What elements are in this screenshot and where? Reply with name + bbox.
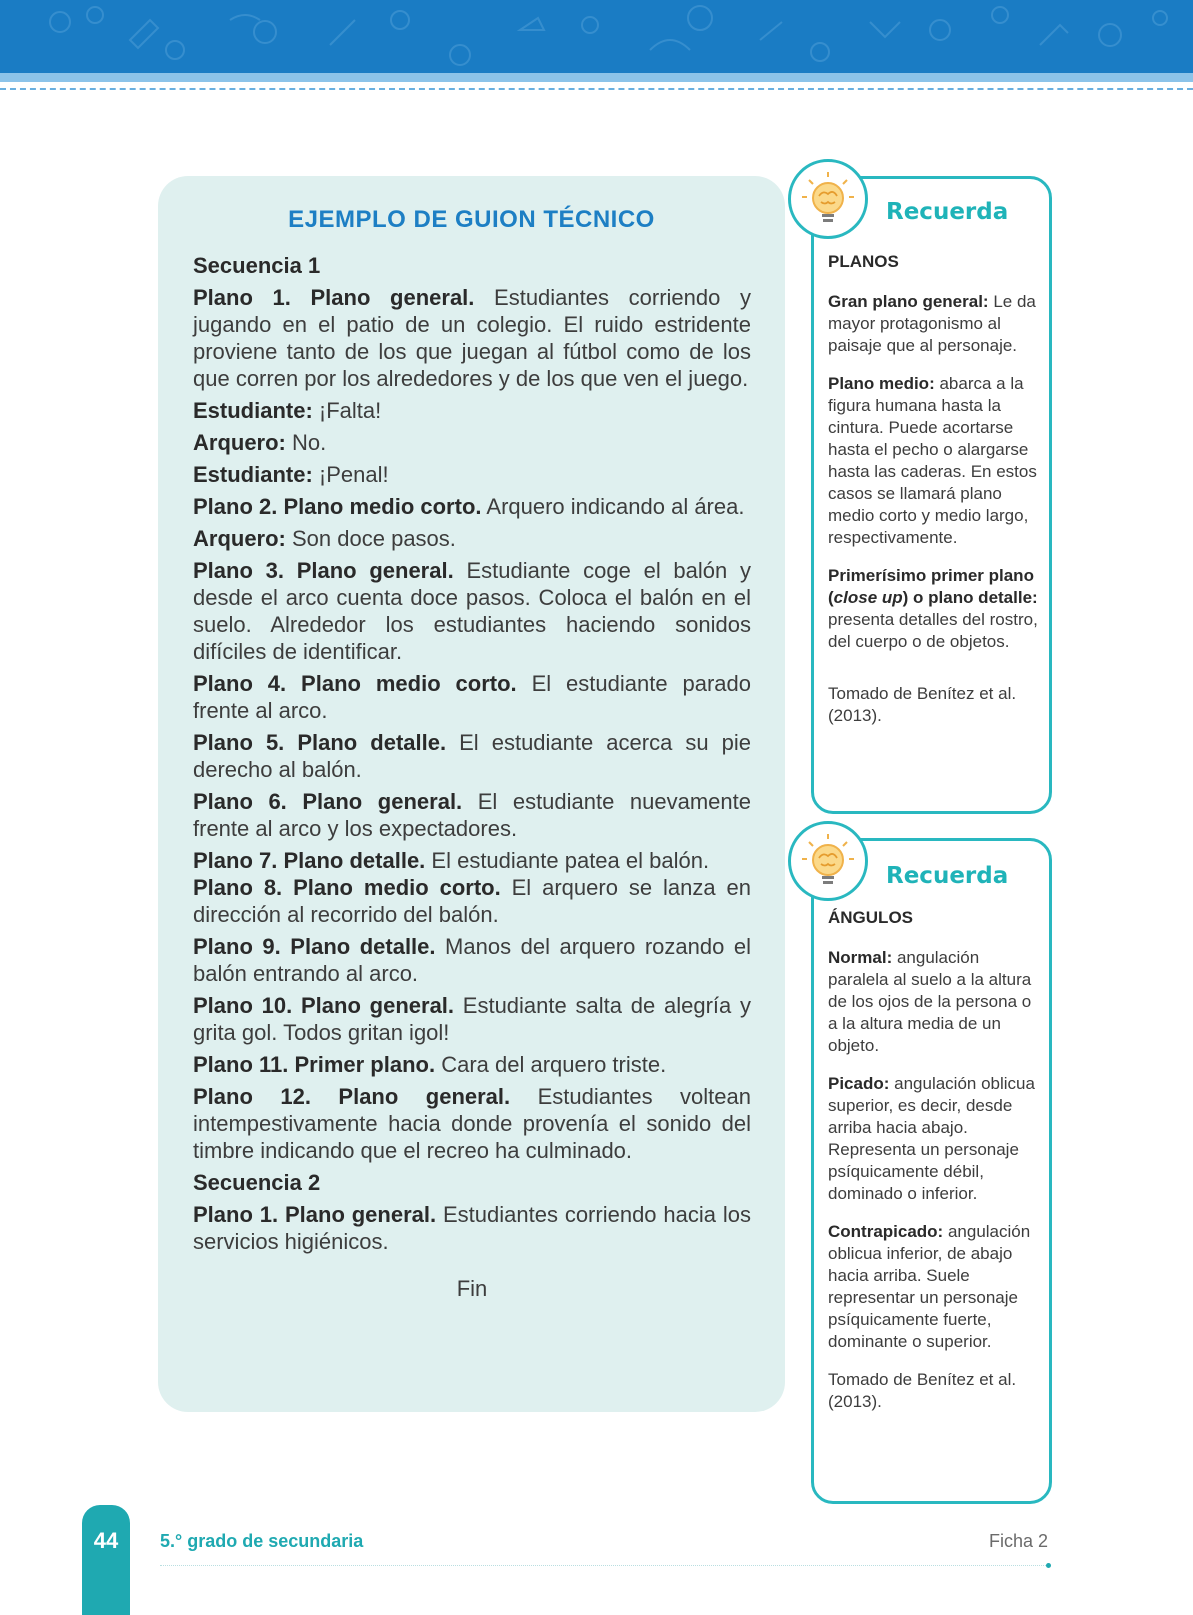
header-strip [0,73,1193,82]
page-number: 44 [93,1528,119,1553]
angulos-item-3: Contrapicado: angulación oblicua inferior, de abajo hacia arriba. Suele representar un personaje psíquicamente fuerte, dominante o superior. [828,1222,1031,1351]
doodle-pattern-icon [0,0,1193,73]
shot-11: Plano 11. Primer plano. Cara del arquero triste. [193,1052,667,1077]
angulos-item-2: Picado: angulación oblicua superior, es decir, desde arriba hacia abajo. Representa un personaje psíquicamente débil, dominado o inferior. [828,1074,1035,1203]
page-number-tab [82,1505,130,1615]
header-band [0,0,1193,73]
angulos-heading: ÁNGULOS [828,908,913,927]
planos-item-3: Primerísimo primer plano (close up) o plano detalle: presenta detalles del rostro, del cuerpo o de objetos. [828,566,1038,651]
script-end: Fin [456,1276,488,1301]
shot-4: Plano 4. Plano medio corto. El estudiante parado frente al arco. [193,671,751,723]
shot-2: Plano 2. Plano medio corto. Arquero indicando al área. [193,494,745,519]
shot-1: Plano 1. Plano general. Estudiantes corriendo y jugando en el patio de un colegio. El ruido estridente proviene tanto de los que juegan al fútbol como de los que corren por los alrededores y de los que ven el juego. [193,285,751,391]
dialogue-2: Arquero: No. [193,430,327,455]
shot-6: Plano 6. Plano general. El estudiante nuevamente frente al arco y los expectadores. [193,789,751,841]
recuerda-title: Recuerda [886,863,1009,889]
dialogue-3: Estudiante: ¡Penal! [193,462,389,487]
lightbulb-brain-icon [788,821,868,901]
dashed-divider [0,88,1193,90]
recuerda-angulos-box [811,838,1052,1504]
recuerda-title: Recuerda [886,199,1009,225]
planos-source: Tomado de Benítez et al. (2013). [828,684,1017,725]
footer-divider [160,1565,1048,1566]
dialogue-1: Estudiante: ¡Falta! [193,398,382,423]
recuerda-angulos-body [828,907,1040,1429]
panel-title: EJEMPLO DE GUION TÉCNICO [288,206,655,233]
lightbulb-brain-icon [788,159,868,239]
ficha-label: Ficha 2 [988,1531,1048,1551]
sequence-2-heading: Secuencia 2 [193,1170,321,1195]
planos-item-2: Plano medio: abarca a la figura humana hasta la cintura. Puede acortarse hasta el pecho o alargarse hasta las caderas. En estos casos se llamará plano medio corto y medio largo, respectivamente. [828,374,1037,547]
script-body [193,252,751,1307]
shot-12: Plano 12. Plano general. Estudiantes voltean intempestivamente hacia donde provenía el sonido del timbre indicando que el recreo ha culminado. [193,1084,751,1163]
sequence-2-shot-1: Plano 1. Plano general. Estudiantes corriendo hacia los servicios higiénicos. [193,1202,751,1254]
script-example-panel [158,176,785,1412]
shot-5: Plano 5. Plano detalle. El estudiante acerca su pie derecho al balón. [193,730,751,782]
footer-dot [1046,1563,1051,1568]
planos-heading: PLANOS [828,252,899,271]
angulos-item-1: Normal: angulación paralela al suelo a la altura de los ojos de la persona o a la altura media de un objeto. [828,948,1032,1055]
angulos-source: Tomado de Benítez et al. (2013). [828,1370,1017,1411]
shot-9: Plano 9. Plano detalle. Manos del arquero rozando el balón entrando al arco. [193,934,751,986]
shot-3: Plano 3. Plano general. Estudiante coge el balón y desde el arco cuenta doce pasos. Coloca el balón en el suelo. Alrededor los estudiantes haciendo sonidos difíciles de identificar. [193,558,751,664]
shot-7: Plano 7. Plano detalle. El estudiante patea el balón. [193,848,710,873]
sequence-1-heading: Secuencia 1 [193,253,321,278]
planos-item-1: Gran plano general: Le da mayor protagonismo al paisaje que al personaje. [828,292,1036,355]
recuerda-planos-box [811,176,1052,814]
shot-8: Plano 8. Plano medio corto. El arquero se lanza en dirección al recorrido del balón. [193,875,751,927]
shot-10: Plano 10. Plano general. Estudiante salta de alegría y grita gol. Todos gritan igol! [193,993,751,1045]
grade-label: 5.° grado de secundaria [160,1531,364,1551]
recuerda-planos-body [828,251,1040,743]
dialogue-4: Arquero: Son doce pasos. [193,526,456,551]
